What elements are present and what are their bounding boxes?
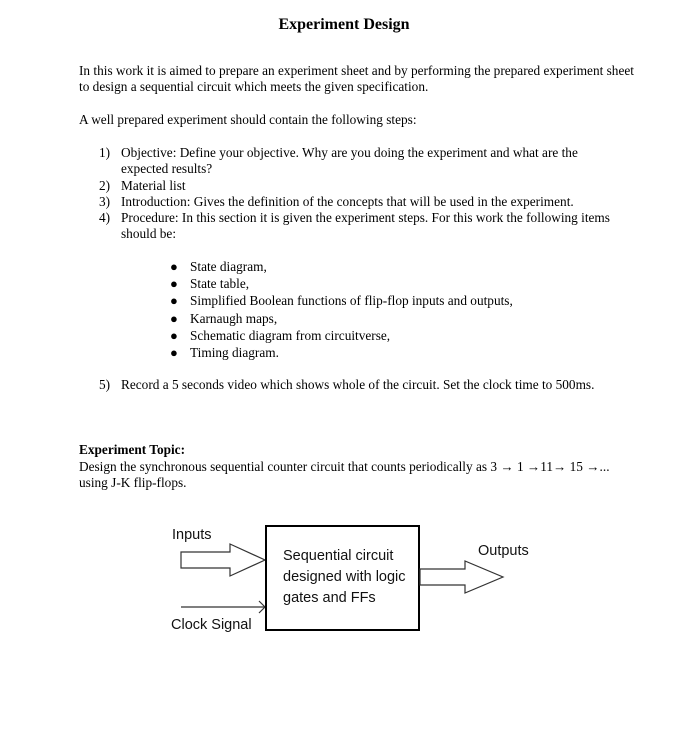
step-text: Procedure: In this section it is given the experiment steps. For this work the following items should be: (121, 210, 610, 242)
topic-heading: Experiment Topic: (79, 442, 186, 457)
bullet-icon: ● (170, 345, 178, 361)
step-text: Material list (121, 177, 186, 193)
box-text-line: designed with logic (283, 569, 406, 585)
inputs-label: Inputs (172, 527, 212, 543)
outputs-label: Outputs (478, 543, 529, 559)
input-arrow-icon (181, 544, 265, 576)
box-text-line: Sequential circuit (283, 548, 394, 564)
bullet-icon: ● (170, 327, 178, 343)
document-title: Experiment Design (278, 16, 410, 33)
step-number: 3) (99, 193, 111, 209)
clock-signal-label: Clock Signal (171, 617, 252, 633)
step-text: Record a 5 seconds video which shows whole of the circuit. Set the clock time to 500ms. (121, 377, 595, 392)
steps-lead: A well prepared experiment should contain the following steps: (79, 112, 417, 127)
step-number: 5) (99, 377, 111, 392)
step-number: 2) (99, 177, 111, 193)
box-text-line: gates and FFs (283, 590, 376, 606)
bullet-icon: ● (170, 276, 178, 292)
step-number: 4) (99, 210, 111, 226)
list-item-text: Karnaugh maps, (190, 310, 278, 326)
step-number: 1) (99, 145, 111, 160)
list-item-text: State table, (190, 276, 250, 292)
intro-paragraph: In this work it is aimed to prepare an experiment sheet and by performing the prepared experiment sheet to design a sequential circuit which meets the given specification. (79, 63, 634, 94)
output-arrow-icon (420, 561, 503, 593)
bullet-icon: ● (170, 293, 178, 309)
list-item-text: Schematic diagram from circuitverse, (190, 327, 391, 343)
list-item-text: State diagram, (190, 259, 267, 274)
step-text: Introduction: Gives the definition of the concepts that will be used in the experiment. (121, 193, 574, 209)
list-item-text: Timing diagram. (190, 345, 279, 361)
bullet-icon: ● (170, 310, 178, 326)
topic-text: Design the synchronous sequential counter circuit that counts periodically as 3 → 1 →11→ 15 →... using J-K flip-flops. (79, 459, 610, 491)
step-text: Objective: Define your objective. Why are you doing the experiment and what are the expected results? (121, 145, 578, 177)
bullet-icon: ● (170, 259, 178, 274)
list-item-text: Simplified Boolean functions of flip-flop inputs and outputs, (190, 293, 513, 309)
